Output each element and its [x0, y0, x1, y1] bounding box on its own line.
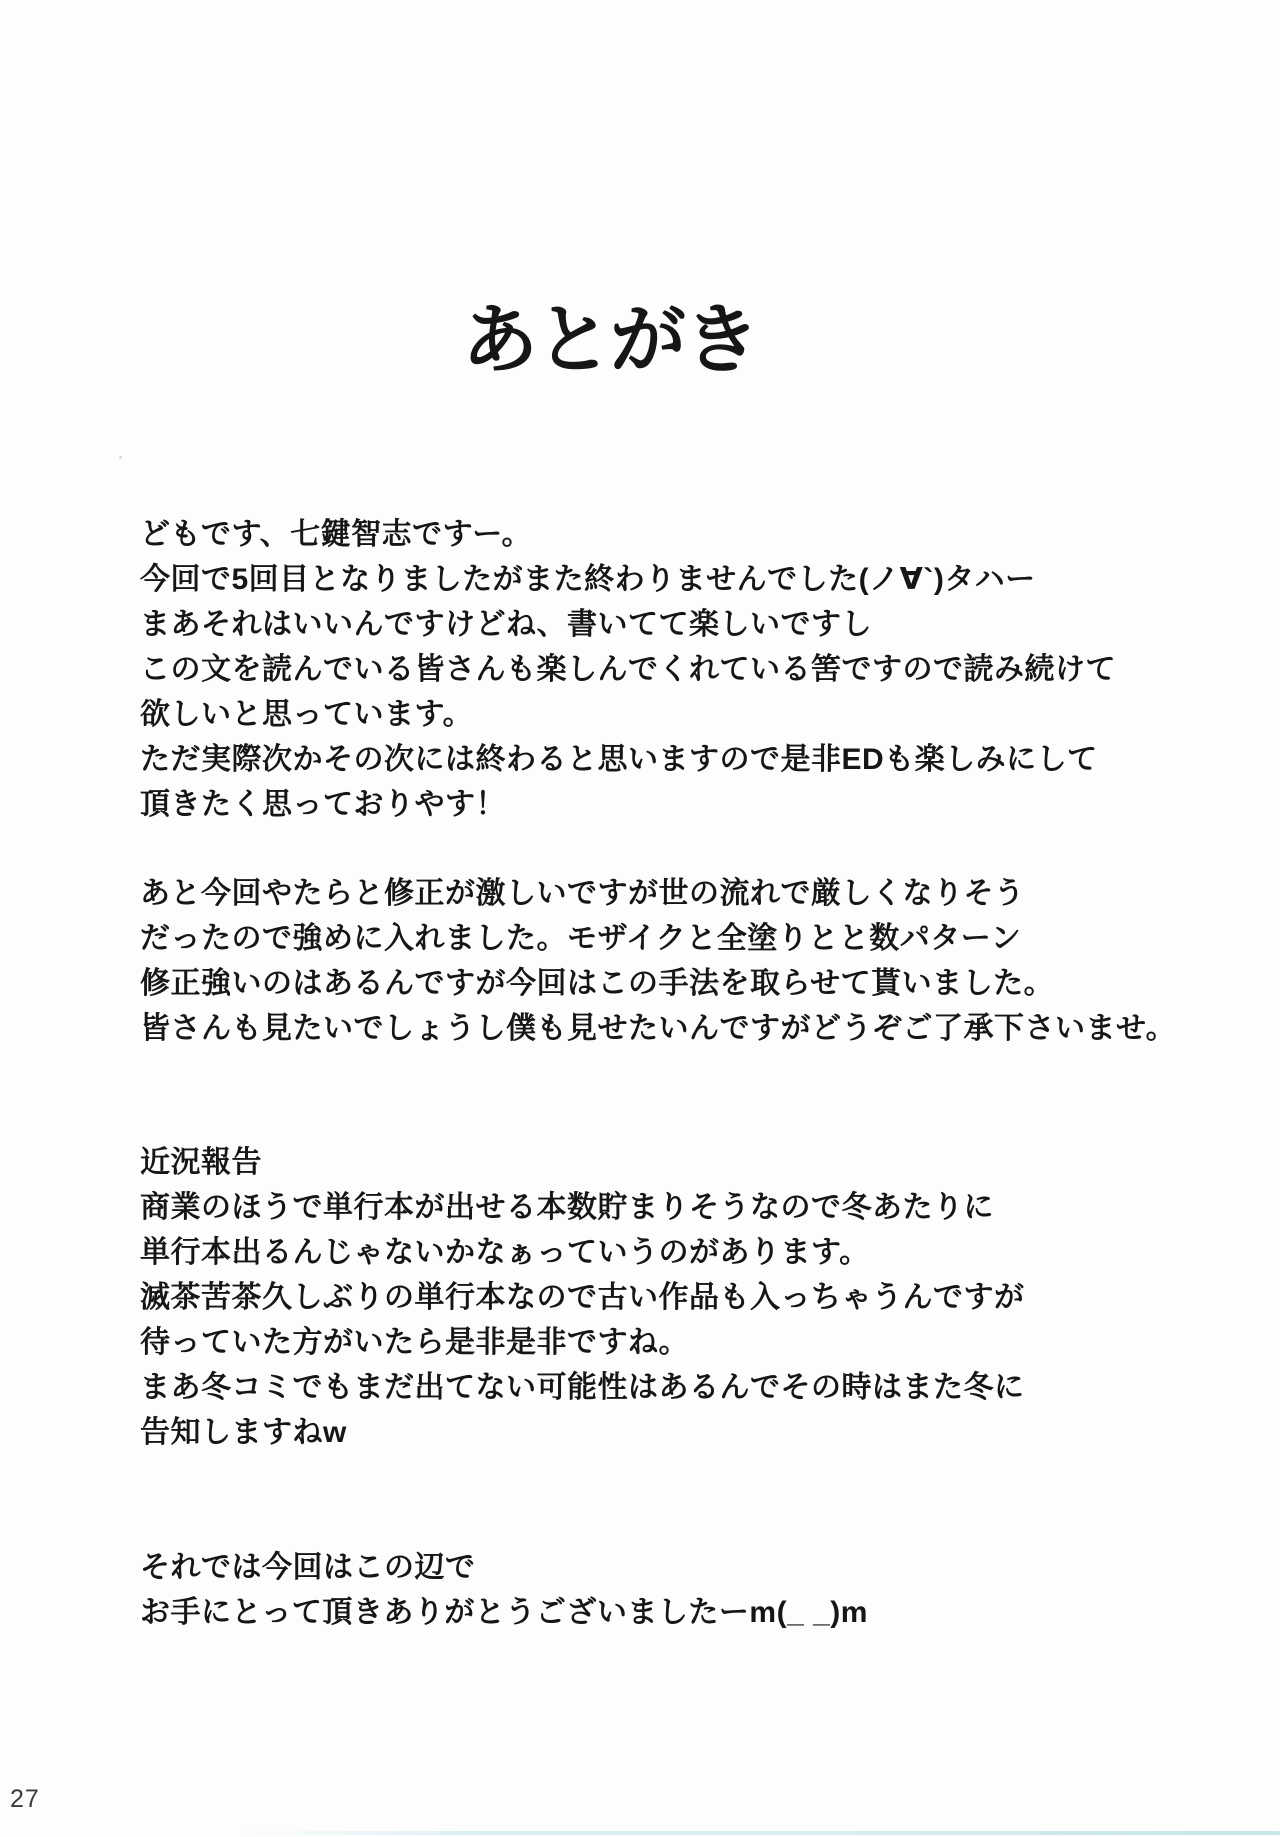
afterword-line: 商業のほうで単行本が出せる本数貯まりそうなので冬あたりに [140, 1191, 994, 1224]
page-title: あとがき [462, 298, 758, 383]
scan-artifact-line [240, 1831, 1280, 1835]
page-number: 27 [10, 1785, 40, 1813]
afterword-line: 修正強いのはあるんですが今回はこの手法を取らせて貰いました。 [140, 967, 1055, 1000]
scan-speck [119, 456, 122, 459]
afterword-line: 待っていた方がいたら是非是非ですね。 [140, 1326, 689, 1359]
afterword-line: だったので強めに入れました。モザイクと全塗りとと数パターン [140, 922, 1022, 955]
afterword-line: どもです、七鍵智志ですー。 [140, 518, 532, 551]
afterword-line: あと今回やたらと修正が激しいですが世の流れで厳しくなりそう [140, 877, 1025, 910]
afterword-line: 今回で5回目となりましたがまた終わりませんでした(ノ∀`)タハー [140, 563, 1036, 596]
afterword-line: 告知しますねw [140, 1416, 347, 1449]
afterword-line: この文を読んでいる皆さんも楽しんでくれている筈ですので読み続けて [140, 653, 1116, 686]
paragraph-intro [140, 512, 1116, 827]
afterword-line: 滅茶苦茶久しぶりの単行本なので古い作品も入っちゃうんですが [140, 1281, 1025, 1314]
scan-speck [933, 751, 937, 754]
afterword-line: お手にとって頂きありがとうございましたーm(_ _)m [140, 1596, 868, 1629]
afterword-line: まあそれはいいんですけどね、書いてて楽しいですし [140, 608, 872, 641]
afterword-line: まあ冬コミでもまだ出てない可能性はあるんでその時はまた冬に [140, 1371, 1025, 1404]
afterword-line: 単行本出るんじゃないかなぁっていうのがあります。 [140, 1236, 870, 1269]
paragraph-status-report [140, 1140, 1025, 1455]
status-report-heading: 近況報告 [140, 1146, 262, 1179]
afterword-line: 欲しいと思っています。 [140, 698, 474, 731]
afterword-line: 頂きたく思っておりやす！ [140, 788, 506, 821]
afterword-line: ただ実際次かその次には終わると思いますので是非EDも楽しみにして [140, 743, 1098, 776]
paragraph-censorship [140, 871, 1176, 1051]
paragraph-closing [140, 1545, 868, 1635]
afterword-line: 皆さんも見たいでしょうし僕も見せたいんですがどうぞご了承下さいませ。 [140, 1012, 1177, 1045]
afterword-line: それでは今回はこの辺で [140, 1551, 476, 1584]
